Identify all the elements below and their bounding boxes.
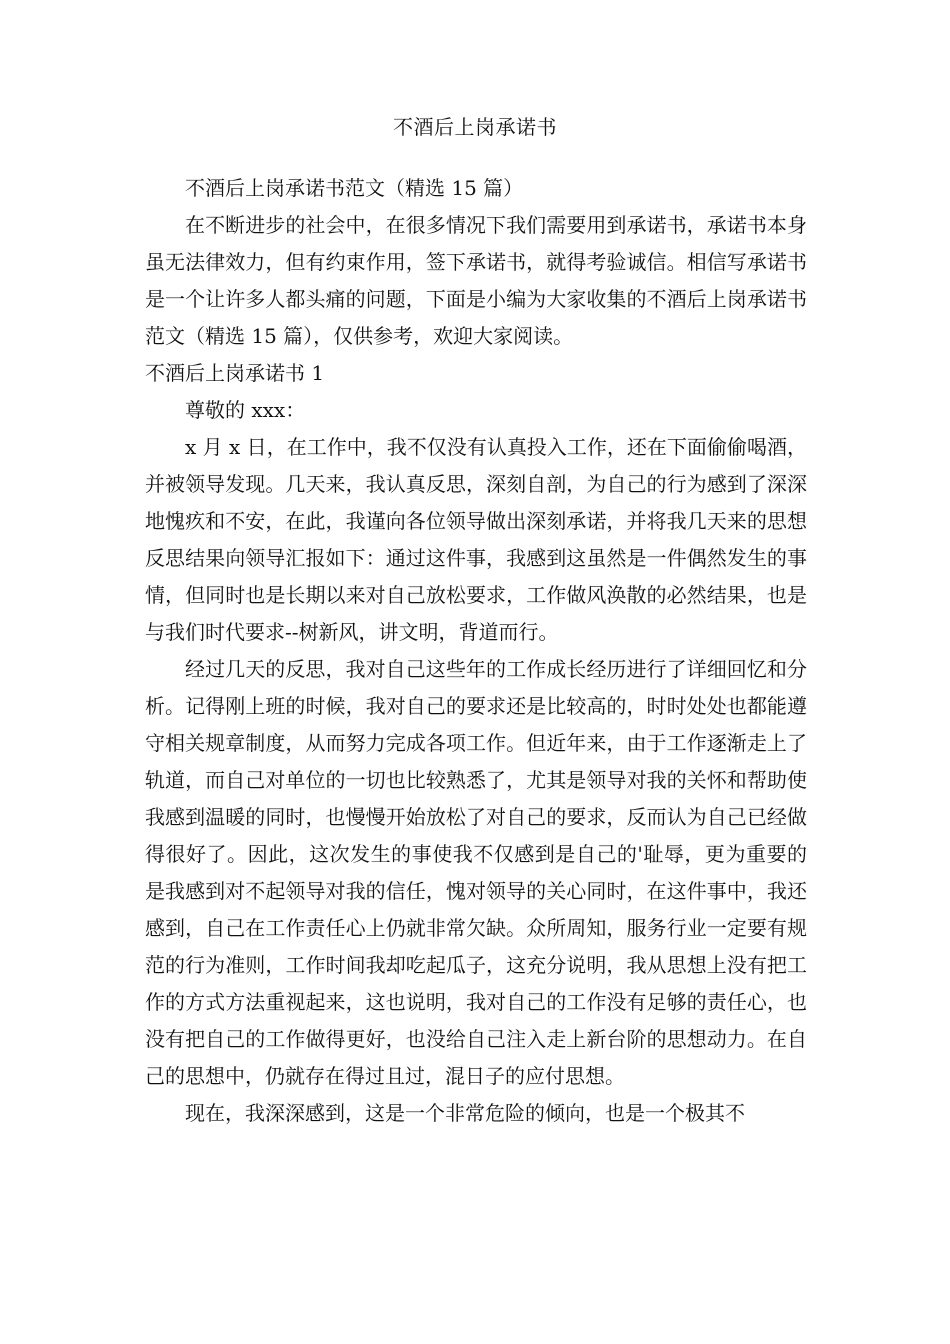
body-paragraph-3: 现在，我深深感到，这是一个非常危险的倾向，也是一个极其不 [185, 1101, 745, 1125]
document-title: 不酒后上岗承诺书 [393, 115, 557, 139]
subtitle-line: 不酒后上岗承诺书范文（精选 15 篇） [185, 176, 524, 200]
intro-paragraph: 在不断进步的社会中，在很多情况下我们需要用到承诺书，承诺书本身虽无法律效力，但有约束作用，签下承诺书，就得考验诚信。相信写承诺书是一个让许多人都头痛的问题，下面是小编为大家收集的不酒后上岗承诺书范文（精选 15 篇），仅供参考，欢迎大家阅读。 [145, 213, 807, 348]
section-heading: 不酒后上岗承诺书 1 [145, 361, 325, 385]
body-paragraph-2: 经过几天的反思，我对自己这些年的工作成长经历进行了详细回忆和分析。记得刚上班的时候，我对自己的要求还是比较高的，时时处处也都能遵守相关规章制度，从而努力完成各项工作。但近年来，由于工作逐渐走上了轨道，而自己对单位的一切也比较熟悉了，尤其是领导对我的关怀和帮助使我感到温暖的同时，也慢慢开始放松了对自己的要求，反而认为自己已经做得很好了。因此，这次发生的事使我不仅感到是自己的'耻辱，更为重要的是我感到对不起领导对我的信任，愧对领导的关心同时，在这件事中，我还感到，自己在工作责任心上仍就非常欠缺。众所周知，服务行业一定要有规范的行为准则，工作时间我却吃起瓜子，这充分说明，我从思想上没有把工作的方式方法重视起来，这也说明，我对自己的工作没有足够的责任心，也没有把自己的工作做得更好，也没给自己注入走上新台阶的思想动力。在自己的思想中，仍就存在得过且过，混日子的应付思想。 [145, 657, 807, 1088]
body-paragraph-1: x 月 x 日，在工作中，我不仅没有认真投入工作，还在下面偷偷喝酒，并被领导发现。几天来，我认真反思，深刻自剖，为自己的行为感到了深深地愧疚和不安，在此，我谨向各位领导做出深刻承诺，并将我几天来的思想反思结果向领导汇报如下：通过这件事，我感到这虽然是一件偶然发生的事情，但同时也是长期以来对自己放松要求，工作做风涣散的必然结果，也是与我们时代要求--树新风，讲文明，背道而行。 [145, 435, 807, 644]
salutation-line: 尊敬的 xxx： [185, 398, 306, 422]
document-body [145, 170, 807, 1132]
